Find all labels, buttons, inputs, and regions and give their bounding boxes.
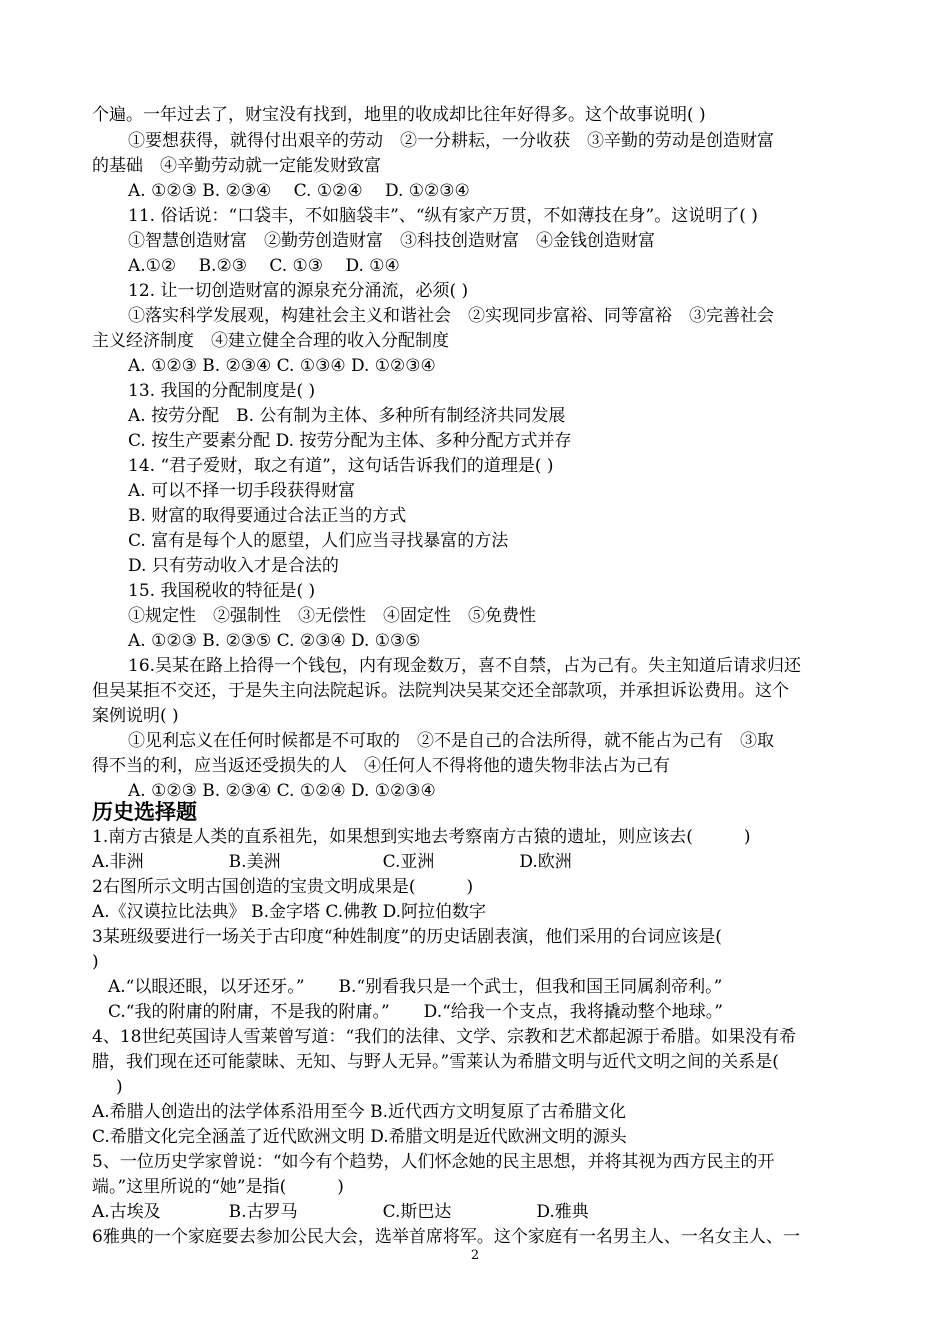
text-line: A. ①②③ B. ②③④ C. ①②④ D. ①②③④ <box>128 181 470 201</box>
question-15: 15. 我国税收的特征是( ) <box>128 581 316 601</box>
question-1: 1.南方古猿是人类的直系祖先，如果想到实地去考察南方古猿的遗址，则应该去( ) <box>92 827 751 847</box>
text-line: A.《汉谟拉比法典》 B.金字塔 C.佛教 D.阿拉伯数字 <box>92 902 487 922</box>
text-line: 得不当的利，应当返还受损失的人 ④任何人不得将他的遗失物非法占为己有 <box>92 756 670 776</box>
text-line: A.“以眼还眼，以牙还牙。” B.“别看我只是一个武士，但我和国王同属刹帝利。” <box>108 977 723 997</box>
text-line: ①规定性 ②强制性 ③无偿性 ④固定性 ⑤免费性 <box>128 606 536 626</box>
text-line: A. ①②③ B. ②③⑤ C. ②③④ D. ①③⑤ <box>128 631 421 651</box>
text-line: D. 只有劳动收入才是合法的 <box>128 556 339 576</box>
text-line: A. 按劳分配 B. 公有制为主体、多种所有制经济共同发展 <box>128 406 566 426</box>
text-line: ①落实科学发展观，构建社会主义和谐社会 ②实现同步富裕、同等富裕 ③完善社会 <box>128 306 774 326</box>
question-3: 3某班级要进行一场关于古印度“种姓制度”的历史话剧表演，他们采用的台词应该是( <box>92 927 722 947</box>
text-line: 端。”这里所说的“她”是指( ) <box>92 1177 344 1197</box>
text-line: B. 财富的取得要通过合法正当的方式 <box>128 506 407 526</box>
section-heading: 历史选择题 <box>92 800 197 824</box>
text-line: 个遍。一年过去了，财宝没有找到，地里的收成却比往年好得多。这个故事说明( ) <box>92 105 706 125</box>
text-line: ) <box>92 952 99 972</box>
text-line: A.古埃及 B.古罗马 C.斯巴达 D.雅典 <box>92 1202 589 1222</box>
text-line: ) <box>116 1077 123 1097</box>
question-13: 13. 我国的分配制度是( ) <box>128 381 316 401</box>
text-line: C.希腊文化完全涵盖了近代欧洲文明 D.希腊文明是近代欧洲文明的源头 <box>92 1127 627 1147</box>
text-line: C.“我的附庸的附庸，不是我的附庸。” D.“给我一个支点，我将撬动整个地球。” <box>108 1002 723 1022</box>
text-line: 主义经济制度 ④建立健全合理的收入分配制度 <box>92 331 449 351</box>
text-line: ①智慧创造财富 ②勤劳创造财富 ③科技创造财富 ④金钱创造财富 <box>128 231 655 251</box>
text-line: A. 可以不择一切手段获得财富 <box>128 481 356 501</box>
question-12: 12. 让一切创造财富的源泉充分涌流，必须( ) <box>128 281 469 301</box>
text-line: 案例说明( ) <box>92 706 179 726</box>
text-line: 腊，我们现在还可能蒙昧、无知、与野人无异。”雪莱认为希腊文明与近代文明之间的关系是( <box>92 1052 779 1072</box>
question-2: 2右图所示文明古国创造的宝贵文明成果是( ) <box>92 877 474 897</box>
page-number: 2 <box>470 1248 480 1263</box>
text-line: ①见利忘义在任何时候都是不可取的 ②不是自己的合法所得，就不能占为己有 ③取 <box>128 731 774 751</box>
text-line: A.希腊人创造出的法学体系沿用至今 B.近代西方文明复原了古希腊文化 <box>92 1102 626 1122</box>
text-line: A.①② B.②③ C. ①③ D. ①④ <box>128 256 400 276</box>
text-line: ①要想获得，就得付出艰辛的劳动 ②一分耕耘，一分收获 ③辛勤的劳动是创造财富 <box>128 131 774 151</box>
question-5: 5、一位历史学家曾说：“如今有个趋势，人们怀念她的民主思想，并将其视为西方民主的开 <box>92 1152 775 1172</box>
text-line: C. 富有是每个人的愿望，人们应当寻找暴富的方法 <box>128 531 509 551</box>
text-line: A.非洲 B.美洲 C.亚洲 D.欧洲 <box>92 852 572 872</box>
text-line: A. ①②③ B. ②③④ C. ①③④ D. ①②③④ <box>128 356 436 376</box>
question-14: 14. “君子爱财，取之有道”，这句话告诉我们的道理是( ) <box>128 456 554 476</box>
text-line: 的基础 ④辛勤劳动就一定能发财致富 <box>92 156 381 176</box>
question-16: 16.吴某在路上拾得一个钱包，内有现金数万，喜不自禁，占为己有。失主知道后请求归还 <box>128 656 802 676</box>
question-11: 11. 俗话说：“口袋丰，不如脑袋丰”、“纵有家产万贯，不如薄技在身”。这说明了( ) <box>128 206 758 226</box>
question-6: 6雅典的一个家庭要去参加公民大会，选举首席将军。这个家庭有一名男主人、一名女主人、一 <box>92 1227 800 1247</box>
text-line: A. ①②③ B. ②③④ C. ①②④ D. ①②③④ <box>128 781 436 801</box>
question-4: 4、18世纪英国诗人雪莱曾写道：“我们的法律、文学、宗教和艺术都起源于希腊。如果没有希 <box>92 1027 797 1047</box>
text-line: 但吴某拒不交还，于是失主向法院起诉。法院判决吴某交还全部款项，并承担诉讼费用。这个 <box>92 681 789 701</box>
text-line: C. 按生产要素分配 D. 按劳分配为主体、多种分配方式并存 <box>128 431 572 451</box>
